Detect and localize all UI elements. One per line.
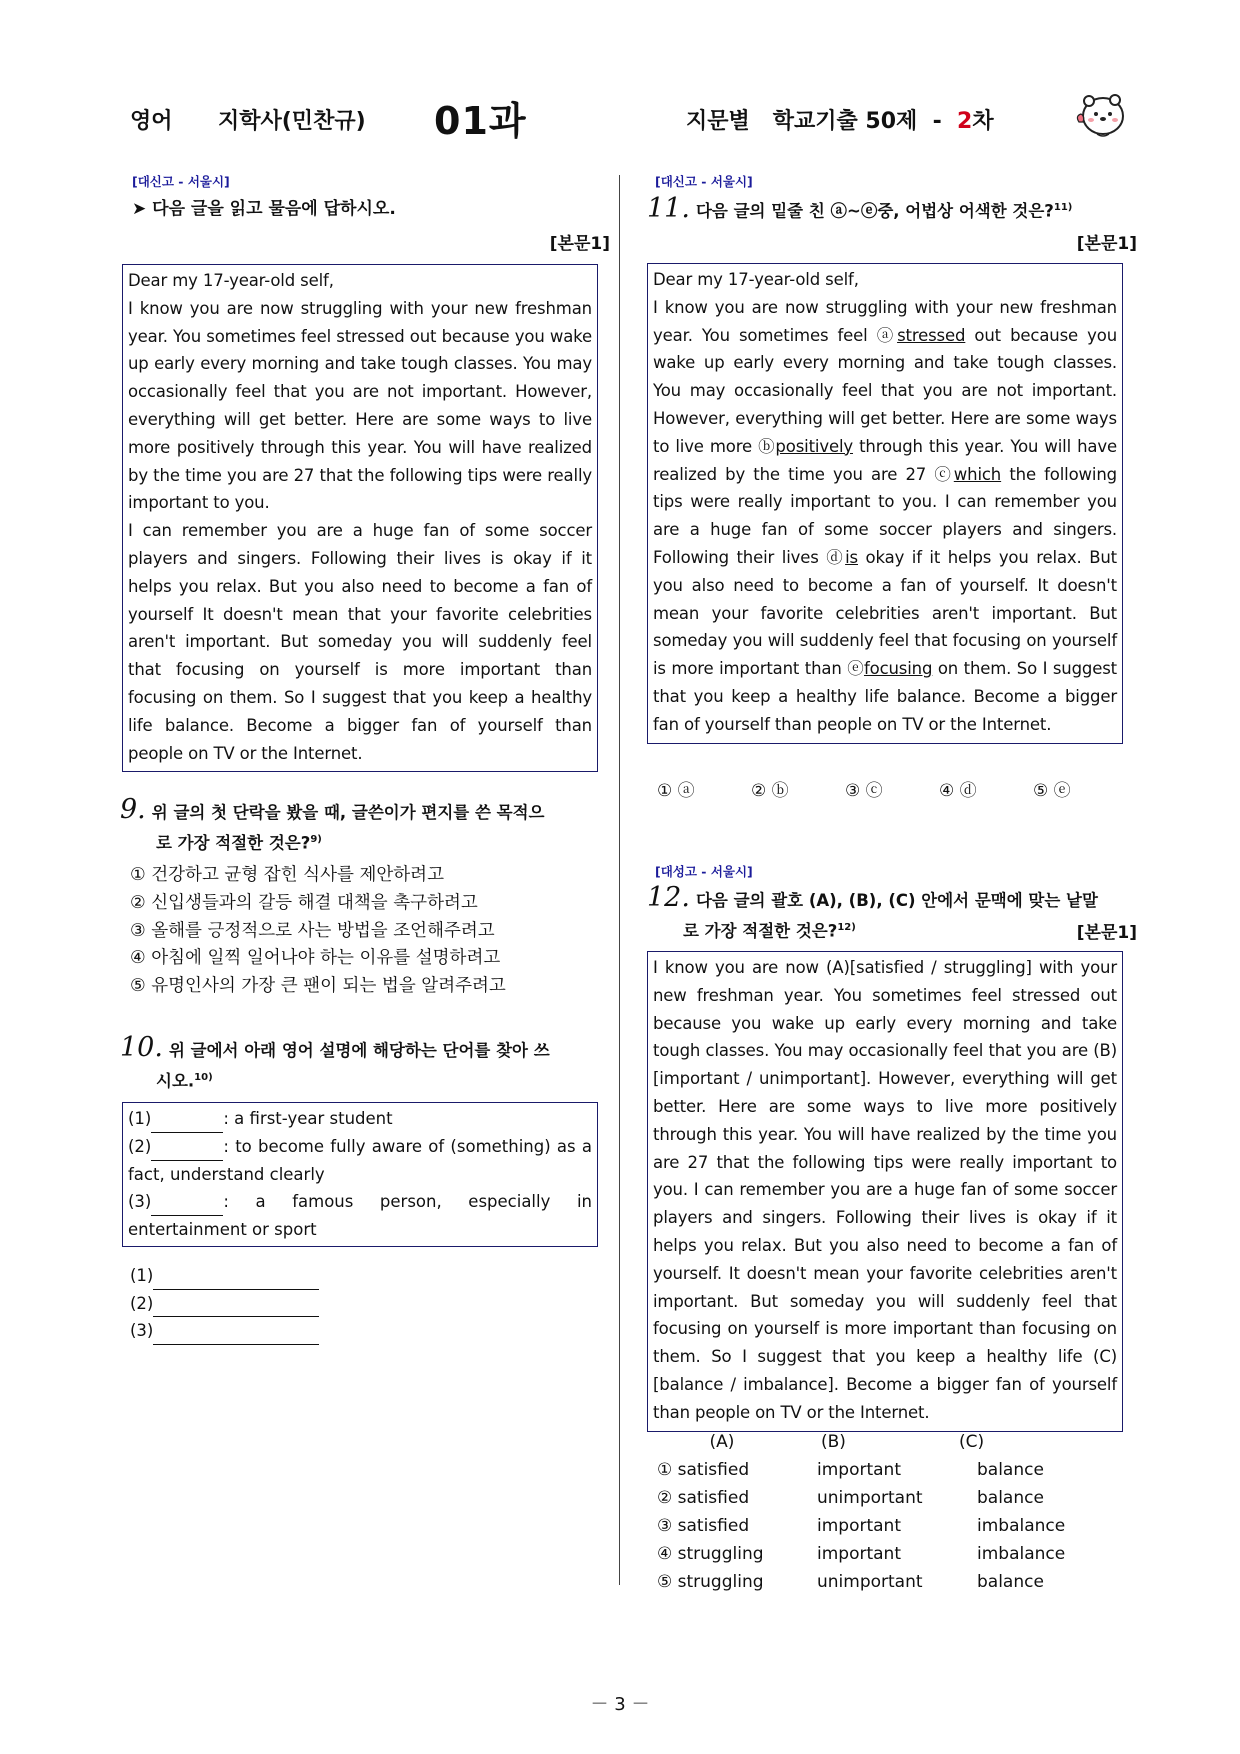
choice-item[interactable]: ④ 아침에 일찍 일어나야 하는 이유를 설명하려고 [130,948,501,969]
choice-item[interactable]: ② 신입생들과의 갈등 해결 대책을 촉구하려고 [130,892,478,913]
answer-line[interactable]: (3) [130,1317,319,1345]
question-12 [647,884,1137,945]
question-number: 9. [120,794,146,825]
underlined-e: focusing [863,659,933,679]
bear-mascot-icon [1073,86,1129,142]
round-number: 2 [957,109,973,134]
passage-paragraph: I know you are now struggling with your new freshman year. You sometimes feel ⓐstressed out because you wake up early every morning and take tough classes. You may occasionally feel that you are not important. However, everything will get better. Here are some ways to live more ⓑpositively through this year. You will have realized by the time you are 27 ⓒwhich the following tips were really important to you. I can remember you are a huge fan of some soccer players and singers. Following their lives ⓓis okay if it helps you relax. But you also need to become a fan of yourself. It doesn't mean your favorite celebrities aren't important. But someday you will suddenly feel that focusing on yourself is more important than ⓔfocusing on them. So I suggest that you keep a healthy life balance. Become a bigger fan of yourself than people on TV or the Internet. [653,297,1118,734]
choice-item[interactable]: ② ⓑ [751,781,789,801]
passage-box [647,951,1123,1432]
passage-paragraph: I can remember you are a huge fan of some soccer players and singers. Following their lives is okay if it helps you relax. But you also need to become a fan of yourself It doesn't mean that your favorite celebrities aren't important. But someday you will suddenly feel that focusing on yourself is more important than focusing on them. So I suggest that you keep a healthy life balance. Become a bigger fan of yourself than people on TV or the Internet. [128,521,592,763]
underlined-b: positively [775,436,853,456]
table-row[interactable]: ⑤ struggling unimportant balance [657,1572,1044,1592]
source-tag: [대신고 - 서울시] [655,174,753,189]
choice-list [657,776,1127,801]
passage-ref: [본문1] [1076,234,1137,254]
page-header [130,86,1130,146]
table-row[interactable]: ③ satisfied important imbalance [657,1516,1066,1536]
answer-table [657,1428,1065,1596]
question-9 [120,796,600,857]
footnote-ref: 12) [837,922,856,933]
lesson-title: 01과 [434,99,527,143]
table-header: (A) (B) (C) [709,1432,985,1452]
table-row[interactable]: ① satisfied important balance [657,1460,1044,1480]
answer-blanks [130,1262,319,1345]
question-text: 시오. [156,1071,195,1091]
choice-item[interactable]: ⑤ 유명인사의 가장 큰 팬이 되는 법을 알려주려고 [130,976,506,997]
source-tag: [대성고 - 서울시] [655,864,753,879]
passage-ref: [본문1] [1076,923,1137,943]
question-number: 12. [647,882,690,913]
question-text: 위 글에서 아래 영어 설명에 해당하는 단어를 찾아 쓰 [168,1041,550,1060]
passage-ref: [본문1] [549,234,610,254]
question-text: 로 가장 적절한 것은? [156,833,311,853]
definition-item: (2) : to become fully aware of (something) as a fact, understand clearly [128,1136,592,1184]
answer-line[interactable]: (2) [130,1290,319,1318]
passage-box [122,264,598,772]
choice-item[interactable]: ⑤ ⓔ [1033,781,1071,801]
footnote-ref: 9) [310,834,322,845]
subject-label: 영어 [130,109,173,134]
choice-item[interactable]: ① ⓐ [657,781,695,801]
choice-item[interactable]: ① 건강하고 균형 잡힌 식사를 제안하려고 [130,865,444,885]
passage-paragraph: I know you are now (A)[satisfied / struggling] with your new freshman year. You sometimes feel stressed out because you wake up early every morning and take tough classes. You may occasionally feel that you are (B)[important / unimportant]. However, everything will get better. Here are some ways to live more positively through this year. You will have realized by the time you are 27 that the following tips were really important to you. I can remember you are a huge fan of some soccer players and singers. Following their lives is okay if it helps you relax. But you also need to become a fan of yourself. It doesn't mean your favorite celebrities aren't important. But someday you will suddenly feel that focusing on yourself is more important than focusing on them. So I suggest that you keep a healthy life (C)[balance / imbalance]. Become a bigger fan of yourself than people on TV or the Internet. [653,958,1117,1422]
question-text: 다음 글의 괄호 (A), (B), (C) 안에서 문맥에 맞는 낱말 [695,891,1098,910]
question-text: 다음 글의 밑줄 친 ⓐ~ⓔ중, 어법상 어색한 것은? [695,201,1054,221]
source-tag: [대신고 - 서울시] [132,174,230,189]
choice-item[interactable]: ③ 올해를 긍정적으로 사는 방법을 조언해주려고 [130,920,495,941]
choice-list [130,862,506,1001]
question-11 [647,194,1137,225]
choice-item[interactable]: ③ ⓒ [845,781,883,801]
question-number: 10. [120,1032,163,1063]
footnote-ref: 11) [1053,202,1073,213]
passage-greeting: Dear my 17-year-old self, [128,271,334,290]
question-10 [120,1034,600,1095]
table-row[interactable]: ② satisfied unimportant balance [657,1488,1044,1508]
question-text: 로 가장 적절한 것은? [683,921,838,941]
passage-paragraph: I know you are now struggling with your new freshman year. You sometimes feel stressed out because you wake up early every morning and take tough classes. You may occasionally feel that you are not important. However, everything will get better. Here are some ways to live more positively through this year. You will have realized by the time you are 27 that the following tips were really important to you. [128,298,592,513]
page-number: － 3 － [590,1694,650,1715]
passage-greeting: Dear my 17-year-old self, [653,270,859,289]
column-divider [619,175,620,1585]
question-number: 11. [647,192,690,224]
instruction-text: ➤ 다음 글을 읽고 물음에 답하시오. [132,199,396,219]
table-row[interactable]: ④ struggling important imbalance [657,1544,1066,1564]
passage-box [647,263,1123,744]
underlined-c: which [953,464,1002,484]
textbook-label: 지학사(민찬규) [218,109,366,134]
set-title: 지문별 학교기출 50제 - 2차 [686,109,994,134]
underlined-d: is [845,547,858,567]
definition-item: (3) : a famous person, especially in entertainment or sport [128,1192,592,1240]
underlined-a: stressed [897,325,966,345]
question-text: 위 글의 첫 단락을 봤을 때, 글쓴이가 편지를 쓴 목적으 [151,803,545,822]
choice-item[interactable]: ④ ⓓ [939,781,977,801]
answer-line[interactable]: (1) [130,1262,319,1290]
definition-box [122,1102,598,1247]
definition-item: (1) : a first-year student [128,1105,592,1133]
footnote-ref: 10) [194,1072,213,1083]
